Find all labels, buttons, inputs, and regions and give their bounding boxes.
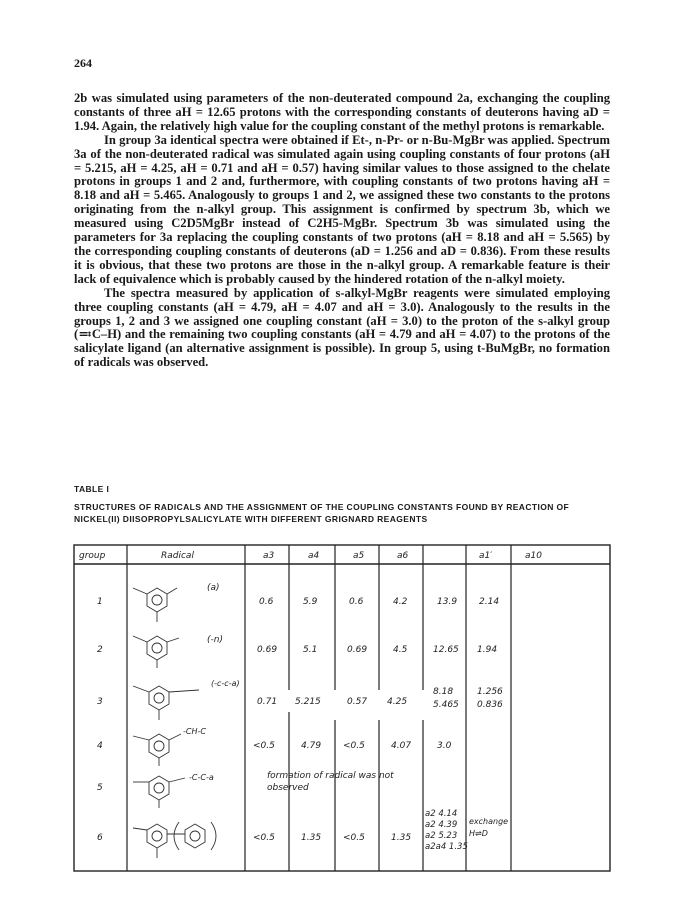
cell-a1: a2 4.14 a2 4.39 a2 5.23 a2a4 1.35 — [425, 809, 468, 852]
cell-group: 5 — [97, 783, 103, 793]
header-group: group — [79, 551, 106, 561]
paragraph: The spectra measured by application of s-alkyl-MgBr reagents were simulated employing three coupling constants (aH = 4.79, aH = 4.07 and aH = 3.0). Analogously to the results in the groups 1, 2 and 3 we assigned one coupling constant (aH = 3.0) to the proton of the s-alkyl group (≕C–H) and the remaining two coupling constants (aH = 4.79 and aH = 4.07) to the protons of the salicylate ligand (an alternative assignment is possible). In group 5, using t-BuMgBr, no formation of radicals was observed. — [74, 285, 610, 370]
cell-a5: 0.57 — [347, 697, 368, 707]
cell-a3: 0.6 — [259, 597, 274, 607]
header-a5: a5 — [353, 551, 365, 561]
cell-a6: 4.07 — [391, 741, 412, 751]
cell-radical-label: -CH-C — [183, 727, 206, 736]
header-a4: a4 — [308, 551, 320, 561]
cell-a3: 0.71 — [257, 697, 278, 707]
radical-structure-4 — [133, 734, 181, 766]
radical-structure-2 — [133, 636, 179, 668]
cell-group: 6 — [97, 833, 103, 843]
radical-structure-5 — [133, 776, 185, 808]
cell-a6: 4.5 — [393, 645, 408, 655]
cell-a10: 1.256 0.836 — [477, 687, 503, 710]
cell-a1: 3.0 — [437, 741, 452, 751]
header-a6: a6 — [397, 551, 409, 561]
radical-structure-3 — [133, 686, 199, 720]
cell-a6: 4.25 — [387, 697, 408, 707]
header-a10: a10 — [525, 551, 542, 561]
cell-a10: exchange H⇌D — [469, 817, 509, 838]
header-a1: a1′ — [479, 551, 493, 561]
paragraph: In group 3a identical spectra were obtained if Et-, n-Pr- or n-Bu-MgBr was applied. Spectrum 3a of the non-deuterated radical was simulated again using coupling constants of four protons (aH = 5.215, aH = 4.25, aH = 0.71 and aH = 0.57) having similar values to those assigned to the chelate protons in groups 1 and 2 and, furthermore, with coupling constants of two protons having aH = 8.18 and aH = 5.465. Analogously to groups 1 and 2, we assigned these two constants to the protons originating from the n-alkyl group. This assignment is confirmed by spectrum 3b, which we measured using C2D5MgBr instead of C2H5-MgBr. Spectrum 3b was simulated using the parameters for 3a replacing the coupling constants of two protons (aH = 8.18 and aH = 5.565) by the corresponding coupling constants of deuterons (aD = 1.256 and aD = 0.836). From these results it is obvious, that these two protons are those in the n-alkyl group. A remarkable feature is their lack of equivalence which is probably caused by the hindered rotation of the n-alkyl moiety. — [74, 132, 610, 286]
table-caption: STRUCTURES OF RADICALS AND THE ASSIGNMENT OF THE COUPLING CONSTANTS FOUND BY REACTION OF NICKEL(II) DIISOPROPYLSALICYLATE WITH DIFFERENT GRIGNARD REAGENTS — [74, 502, 570, 524]
cell-group: 4 — [97, 741, 103, 751]
cell-group: 2 — [97, 645, 103, 655]
cell-a4: 1.35 — [301, 833, 322, 843]
radical-structure-1 — [133, 588, 177, 622]
table-row — [97, 635, 497, 655]
cell-a10: 1.94 — [477, 645, 498, 655]
cell-radical-label: (a) — [207, 583, 220, 593]
table-grid — [73, 544, 611, 872]
cell-radical-label: (-n) — [207, 635, 223, 645]
cell-a1: 12.65 — [433, 645, 459, 655]
table-header — [79, 551, 542, 561]
coupling-constants-table — [73, 544, 611, 872]
cell-group: 3 — [97, 697, 103, 707]
cell-a5: <0.5 — [343, 833, 365, 843]
header-radical: Radical — [161, 551, 194, 561]
cell-a3: <0.5 — [253, 741, 275, 751]
cell-a1: 13.9 — [437, 597, 458, 607]
cell-a4: 5.1 — [303, 645, 318, 655]
cell-group: 1 — [97, 597, 103, 607]
table-label: TABLE I — [74, 484, 110, 494]
page-number: 264 — [74, 56, 92, 70]
radical-structure-6 — [133, 822, 216, 858]
cell-a5: 0.69 — [347, 645, 368, 655]
table-row — [97, 679, 503, 710]
cell-a5: 0.6 — [349, 597, 364, 607]
cell-a6: 4.2 — [393, 597, 408, 607]
cell-a3: 0.69 — [257, 645, 278, 655]
cell-radical-label: (-c-c-a) — [211, 679, 240, 688]
body-text — [74, 92, 610, 370]
cell-radical-label: -C-C-a — [189, 773, 214, 782]
header-a3: a3 — [263, 551, 275, 561]
cell-a4: 5.215 — [295, 697, 321, 707]
cell-a3: <0.5 — [253, 833, 275, 843]
cell-a5: <0.5 — [343, 741, 365, 751]
table-row — [97, 809, 508, 852]
paragraph: 2b was simulated using parameters of the non-deuterated compound 2a, exchanging the coupling constants of three aH = 12.65 protons with the corresponding constants of deuterons having aD = 1.94. Again, the relatively high value for the coupling constant of the methyl protons is remarkable. — [74, 91, 610, 133]
cell-merged-note: formation of radical was not observed — [267, 771, 394, 793]
cell-a4: 5.9 — [303, 597, 318, 607]
cell-a6: 1.35 — [391, 833, 412, 843]
cell-a4: 4.79 — [301, 741, 322, 751]
cell-a1: 8.18 5.465 — [433, 687, 459, 710]
cell-a10: 2.14 — [479, 597, 500, 607]
